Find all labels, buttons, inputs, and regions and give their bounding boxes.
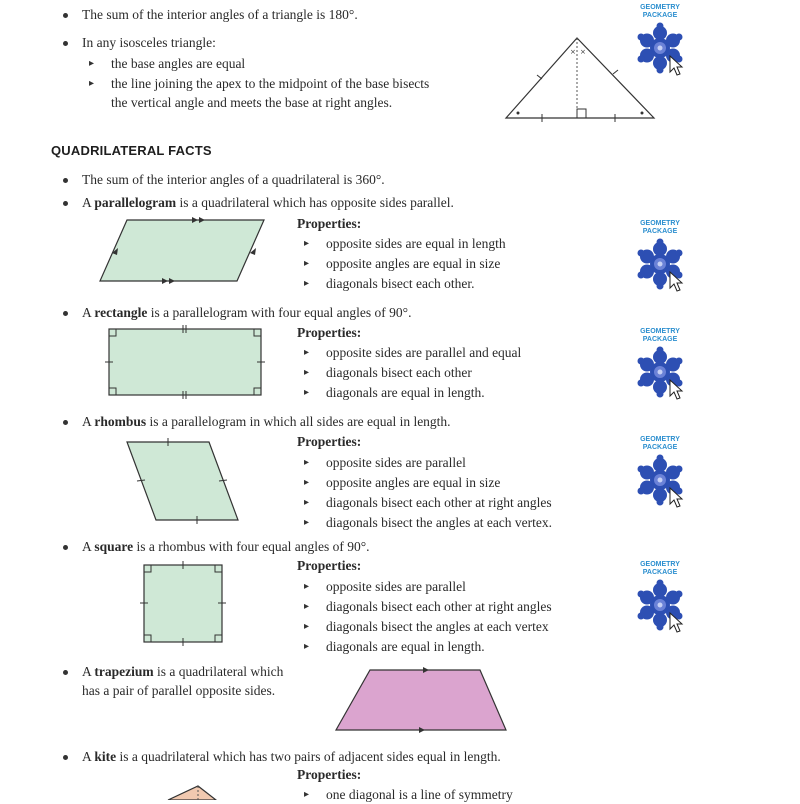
rectangle-definition	[82, 304, 411, 322]
triangle-sum-fact	[82, 6, 358, 24]
property-text: diagonals bisect each other	[326, 365, 472, 380]
geometry-package-badge[interactable]	[632, 561, 688, 642]
parallelogram-property-3	[326, 275, 474, 293]
property-text: diagonals bisect the angles at each vertex	[326, 619, 549, 634]
definition-text: is a quadrilateral which has two pairs of adjacent sides equal in length.	[119, 749, 501, 764]
quad-sum-text: The sum of the interior angles of a quadrilateral is 360°.	[82, 172, 385, 187]
badge-line1: GEOMETRY	[640, 220, 680, 227]
definition-text: is a rhombus with four equal angles of 90°.	[136, 539, 370, 554]
isosceles-intro-text: In any isosceles triangle:	[82, 35, 216, 50]
square-definition	[82, 538, 370, 556]
isosceles-point-1-text: the base angles are equal	[111, 56, 246, 71]
property-text: diagonals bisect the angles at each vertex.	[326, 515, 553, 530]
rhombus-property-2	[326, 474, 500, 492]
definition-text: is a quadrilateral which	[157, 664, 284, 679]
parallelogram-definition	[82, 194, 454, 212]
rectangle-property-2	[326, 364, 472, 382]
parallelogram-property-2	[326, 255, 500, 273]
snowflake-cursor-icon	[632, 20, 688, 80]
article: A	[82, 664, 92, 679]
property-text: opposite sides are parallel	[326, 455, 466, 470]
square-property-1	[326, 578, 466, 596]
isosceles-point-2-continued	[111, 94, 392, 112]
properties-title: Properties:	[297, 434, 362, 449]
square-property-3	[326, 618, 549, 636]
isosceles-point-2	[111, 75, 429, 93]
definition-text: has a pair of parallel opposite sides.	[82, 683, 276, 698]
term-kite: kite	[94, 749, 117, 764]
rhombus-property-1	[326, 454, 466, 472]
geometry-package-badge[interactable]	[632, 328, 688, 409]
definition-text: is a parallelogram with four equal angles of 90°.	[150, 305, 412, 320]
term-parallelogram: parallelogram	[94, 195, 177, 210]
isosceles-point-1	[111, 55, 245, 73]
parallelogram-property-1	[326, 235, 506, 253]
trapezium-diagram	[332, 664, 512, 734]
square-property-2	[326, 598, 552, 616]
snowflake-cursor-icon	[632, 344, 688, 404]
badge-line2: PACKAGE	[642, 12, 678, 19]
section-title: QUADRILATERAL FACTS	[51, 143, 212, 158]
property-text: diagonals bisect each other.	[326, 276, 475, 291]
badge-label	[632, 328, 688, 344]
parallelogram-diagram	[96, 212, 271, 287]
article: A	[82, 539, 92, 554]
term-trapezium: trapezium	[94, 664, 154, 679]
article: A	[82, 749, 92, 764]
badge-line2: PACKAGE	[642, 444, 678, 451]
badge-line1: GEOMETRY	[640, 4, 680, 11]
properties-title: Properties:	[297, 216, 362, 231]
term-rectangle: rectangle	[94, 305, 148, 320]
badge-line2: PACKAGE	[642, 336, 678, 343]
definition-text: is a quadrilateral which has opposite sides parallel.	[179, 195, 454, 210]
article: A	[82, 414, 92, 429]
geometry-package-badge[interactable]	[632, 4, 688, 85]
term-square: square	[94, 539, 134, 554]
rhombus-property-3	[326, 494, 552, 512]
article: A	[82, 305, 92, 320]
isosceles-intro	[82, 34, 216, 52]
property-text: diagonals bisect each other at right angles	[326, 495, 552, 510]
rhombus-property-4	[326, 514, 552, 532]
property-text: diagonals are equal in length.	[326, 639, 485, 654]
rhombus-diagram	[124, 438, 244, 524]
kite-definition	[82, 748, 501, 766]
quad-sum-fact	[82, 171, 385, 189]
rhombus-definition	[82, 413, 451, 431]
property-text: diagonals bisect each other at right angles	[326, 599, 552, 614]
kite-property-1	[326, 786, 513, 804]
square-property-4	[326, 638, 485, 656]
rectangle-property-1	[326, 344, 521, 362]
properties-title: Properties:	[297, 325, 362, 340]
badge-line1: GEOMETRY	[640, 561, 680, 568]
term-rhombus: rhombus	[94, 414, 147, 429]
rectangle-property-3	[326, 384, 485, 402]
badge-line2: PACKAGE	[642, 569, 678, 576]
trapezium-definition-continued	[82, 682, 275, 700]
properties-title: Properties:	[297, 558, 362, 573]
isosceles-point-2-text: the line joining the apex to the midpoint of the base bisects	[111, 76, 430, 91]
badge-label	[632, 436, 688, 452]
article: A	[82, 195, 92, 210]
kite-diagram	[160, 782, 230, 800]
triangle-sum-text: The sum of the interior angles of a triangle is 180°.	[82, 7, 358, 22]
properties-title: Properties:	[297, 767, 362, 782]
property-text: one diagonal is a line of symmetry	[326, 787, 513, 802]
rectangle-diagram	[104, 324, 266, 400]
badge-line1: GEOMETRY	[640, 436, 680, 443]
definition-text: is a parallelogram in which all sides are equal in length.	[149, 414, 451, 429]
geometry-package-badge[interactable]	[632, 436, 688, 517]
property-text: opposite sides are equal in length	[326, 236, 506, 251]
trapezium-definition	[82, 663, 283, 681]
snowflake-cursor-icon	[632, 452, 688, 512]
geometry-package-badge[interactable]	[632, 220, 688, 301]
snowflake-cursor-icon	[632, 577, 688, 637]
property-text: opposite sides are parallel and equal	[326, 345, 522, 360]
svg-text:×: ×	[580, 48, 586, 56]
badge-line2: PACKAGE	[642, 228, 678, 235]
svg-text:×: ×	[570, 48, 576, 56]
isosceles-point-2-continued-text: the vertical angle and meets the base at right angles.	[111, 95, 393, 110]
square-diagram	[138, 560, 228, 646]
badge-label	[632, 561, 688, 577]
property-text: opposite angles are equal in size	[326, 256, 501, 271]
badge-label	[632, 220, 688, 236]
property-text: opposite sides are parallel	[326, 579, 466, 594]
property-text: diagonals are equal in length.	[326, 385, 485, 400]
snowflake-cursor-icon	[632, 236, 688, 296]
badge-label	[632, 4, 688, 20]
property-text: opposite angles are equal in size	[326, 475, 501, 490]
badge-line1: GEOMETRY	[640, 328, 680, 335]
